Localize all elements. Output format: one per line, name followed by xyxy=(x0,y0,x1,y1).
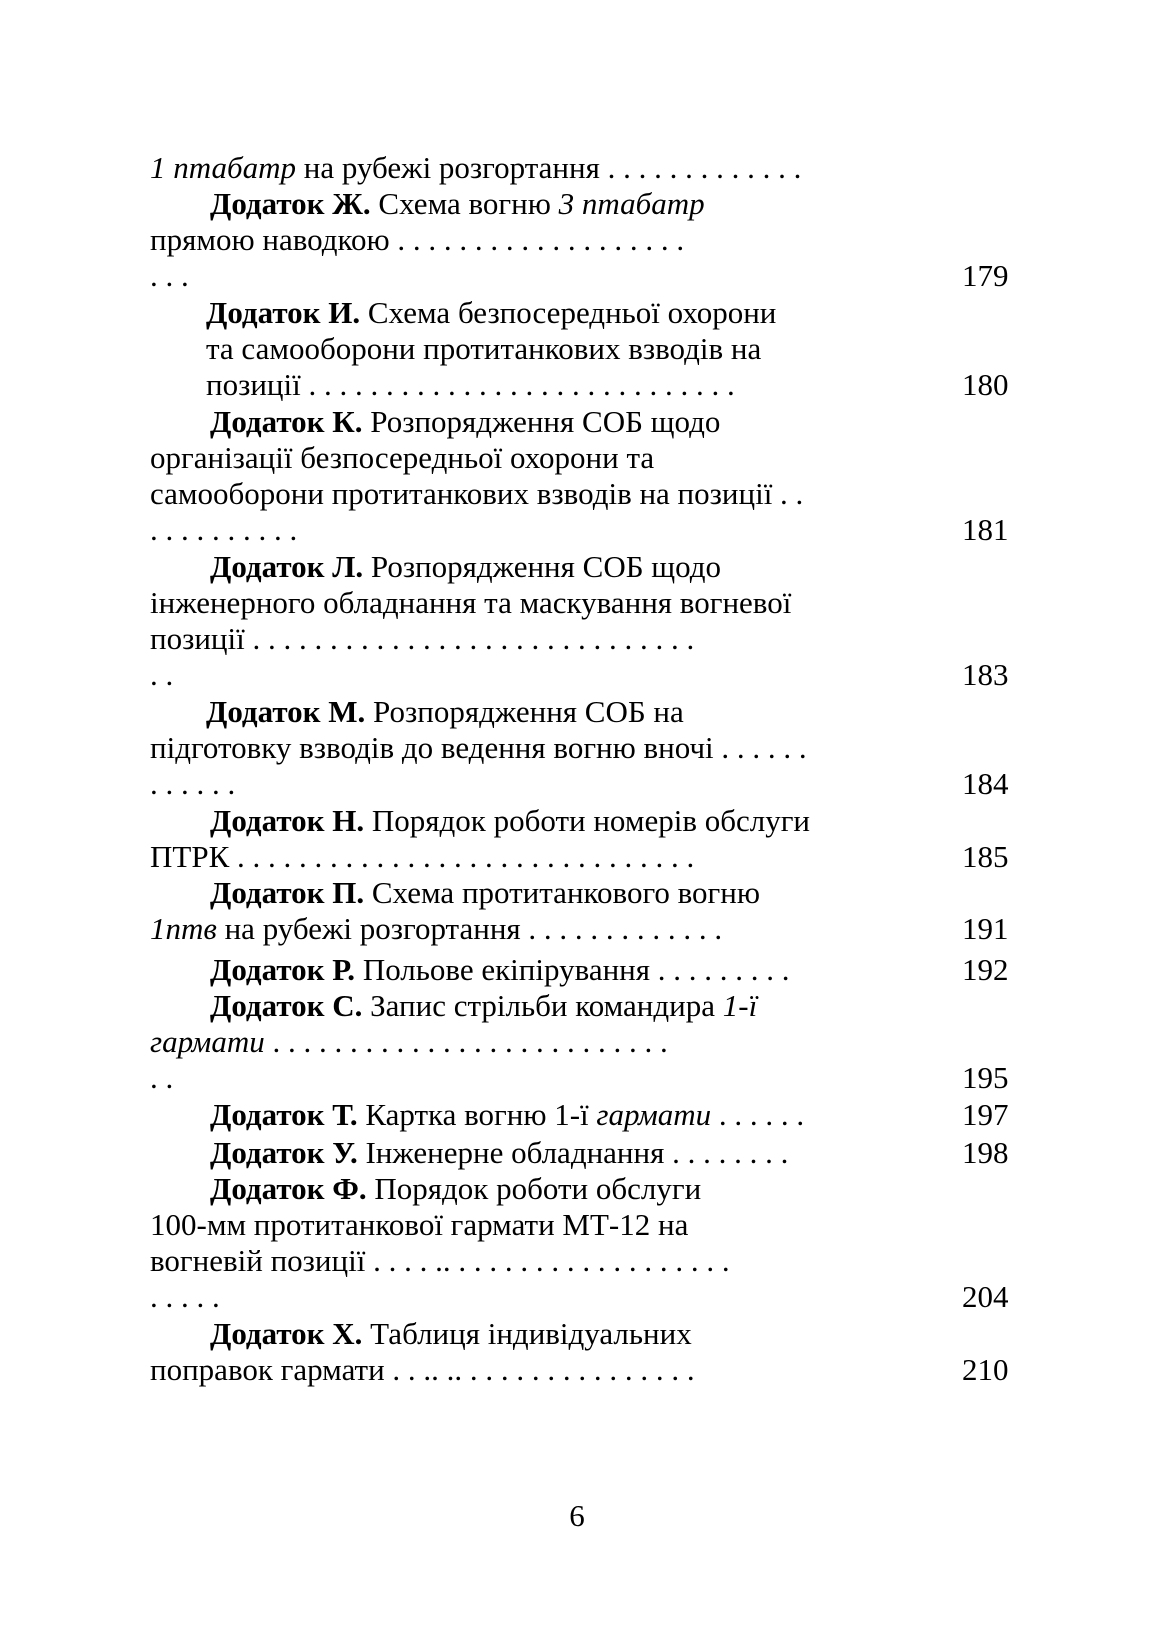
toc-entry-line: . . xyxy=(150,657,174,692)
toc-entry-title: Розпорядження СОБ щодо xyxy=(363,549,722,584)
toc-entry-r[interactable] xyxy=(210,952,790,988)
toc-italic-term: гармати xyxy=(596,1097,712,1132)
toc-entry-text: на рубежі розгортання . . . . . . . . . . . . . xyxy=(296,150,802,185)
toc-entry-title: Схема протитанкового вогню xyxy=(364,875,761,910)
toc-entry-line: вогневій позиції . . . . .. . . . . . . . . . . . . . . . . . . xyxy=(150,1243,730,1278)
toc-page-number: 184 xyxy=(962,766,1009,801)
toc-entry-label: Додаток Л. xyxy=(210,549,364,584)
toc-entry-title: Інженерне обладнання . . . . . . . . xyxy=(357,1135,789,1170)
toc-page-number: 198 xyxy=(962,1135,1009,1170)
toc-entry-dots: . . . . . . xyxy=(711,1097,805,1132)
toc-entry-label: Додаток Х. xyxy=(210,1316,363,1351)
toc-entry-label: Додаток Ж. xyxy=(210,186,371,221)
toc-page-number: 181 xyxy=(962,512,1009,547)
toc-entry-title: Запис стрільби командира xyxy=(362,988,723,1023)
toc-entry-line: . . . . . xyxy=(150,1279,220,1314)
toc-page-number: 195 xyxy=(962,1060,1009,1095)
toc-page-number: 197 xyxy=(962,1097,1009,1132)
toc-entry-line: . . . . . . xyxy=(150,766,236,801)
toc-entry-title: Польове екіпірування . . . . . . . . . xyxy=(355,952,790,987)
toc-italic-term: 1птв xyxy=(150,911,217,946)
toc-entry-line xyxy=(150,911,722,947)
toc-entry-label: Додаток И. xyxy=(206,295,361,330)
toc-entry-line: поправок гармати . . .. .. . . . . . . . . . . . . . . . xyxy=(150,1352,695,1387)
toc-entry-label: Додаток Т. xyxy=(210,1097,358,1132)
toc-entry-label: Додаток У. xyxy=(210,1135,358,1170)
toc-entry-line: позиції . . . . . . . . . . . . . . . . . . . . . . . . . . . . . xyxy=(150,621,695,656)
toc-page-number: 192 xyxy=(962,952,1009,987)
toc-page-number: 180 xyxy=(962,367,1009,402)
toc-italic-term: 1-ї xyxy=(722,988,758,1023)
toc-entry-m[interactable] xyxy=(206,694,684,730)
toc-entry-line: ПТРК . . . . . . . . . . . . . . . . . . . . . . . . . . . . . . xyxy=(150,839,695,874)
toc-entry-t[interactable] xyxy=(210,1097,804,1133)
toc-entry-continuation xyxy=(150,150,801,186)
toc-entry-y[interactable] xyxy=(206,295,776,331)
toc-entry-title: Схема безпосередньої охорони xyxy=(360,295,777,330)
toc-entry-label: Додаток Р. xyxy=(210,952,356,987)
toc-entry-label: Додаток Н. xyxy=(210,803,365,838)
toc-entry-line: прямою наводкою . . . . . . . . . . . . . . . . . . . xyxy=(150,222,685,257)
toc-entry-line: . . . . . . . . . . xyxy=(150,512,298,547)
toc-page-number: 204 xyxy=(962,1279,1009,1314)
toc-entry-s[interactable] xyxy=(210,988,757,1024)
toc-entry-n[interactable] xyxy=(210,803,810,839)
toc-entry-label: Додаток П. xyxy=(210,875,365,910)
toc-page-number: 179 xyxy=(962,258,1009,293)
toc-entry-text: на рубежі розгортання . . . . . . . . . . . . . xyxy=(216,911,723,946)
toc-page-number: 185 xyxy=(962,839,1009,874)
toc-entry-line: та самооборони протитанкових взводів на xyxy=(206,331,762,366)
toc-entry-u[interactable] xyxy=(210,1135,788,1171)
toc-entry-label: Додаток С. xyxy=(210,988,363,1023)
toc-entry-title: Розпорядження СОБ на xyxy=(365,694,684,729)
toc-italic-term: 3 птабатр xyxy=(558,186,705,221)
toc-entry-zh[interactable] xyxy=(210,186,705,222)
toc-page-number: 183 xyxy=(962,657,1009,692)
toc-entry-label: Додаток Ф. xyxy=(210,1171,367,1206)
toc-entry-p[interactable] xyxy=(210,875,760,911)
toc-entry-title: Таблиця індивідуальних xyxy=(362,1316,692,1351)
toc-entry-label: Додаток М. xyxy=(206,694,366,729)
toc-entry-line: 100-мм протитанкової гармати МТ-12 на xyxy=(150,1207,689,1242)
toc-entry-line: . . xyxy=(150,1060,174,1095)
toc-italic-term: гармати xyxy=(150,1024,265,1059)
toc-entry-title: Порядок роботи обслуги xyxy=(366,1171,702,1206)
toc-entry-l[interactable] xyxy=(210,549,721,585)
toc-entry-f[interactable] xyxy=(210,1171,701,1207)
toc-entry-line: самооборони протитанкових взводів на позиції . . xyxy=(150,476,804,511)
toc-entry-text: . . . . . . . . . . . . . . . . . . . . . . . . . . xyxy=(264,1024,668,1059)
toc-entry-title: Порядок роботи номерів обслуги xyxy=(364,803,811,838)
toc-entry-line: організації безпосередньої охорони та xyxy=(150,440,655,475)
toc-entry-title: Картка вогню 1-ї xyxy=(357,1097,597,1132)
toc-page-number: 210 xyxy=(962,1352,1009,1387)
toc-entry-line xyxy=(150,1024,668,1060)
toc-page-number: 191 xyxy=(962,911,1009,946)
toc-entry-title: Схема вогню xyxy=(370,186,559,221)
toc-entry-line: . . . xyxy=(150,258,189,293)
toc-entry-label: Додаток К. xyxy=(210,404,363,439)
toc-entry-line: позиції . . . . . . . . . . . . . . . . . . . . . . . . . . . . xyxy=(206,367,735,402)
toc-entry-line: підготовку взводів до ведення вогню вночі . . . . . . xyxy=(150,730,807,765)
toc-entry-k[interactable] xyxy=(210,404,720,440)
page-number: 6 xyxy=(569,1498,585,1533)
toc-entry-title: Розпорядження СОБ щодо xyxy=(362,404,721,439)
toc-entry-kh[interactable] xyxy=(210,1316,692,1352)
toc-italic-term: 1 птабатр xyxy=(150,150,296,185)
toc-entry-line: інженерного обладнання та маскування вогневої xyxy=(150,585,792,620)
